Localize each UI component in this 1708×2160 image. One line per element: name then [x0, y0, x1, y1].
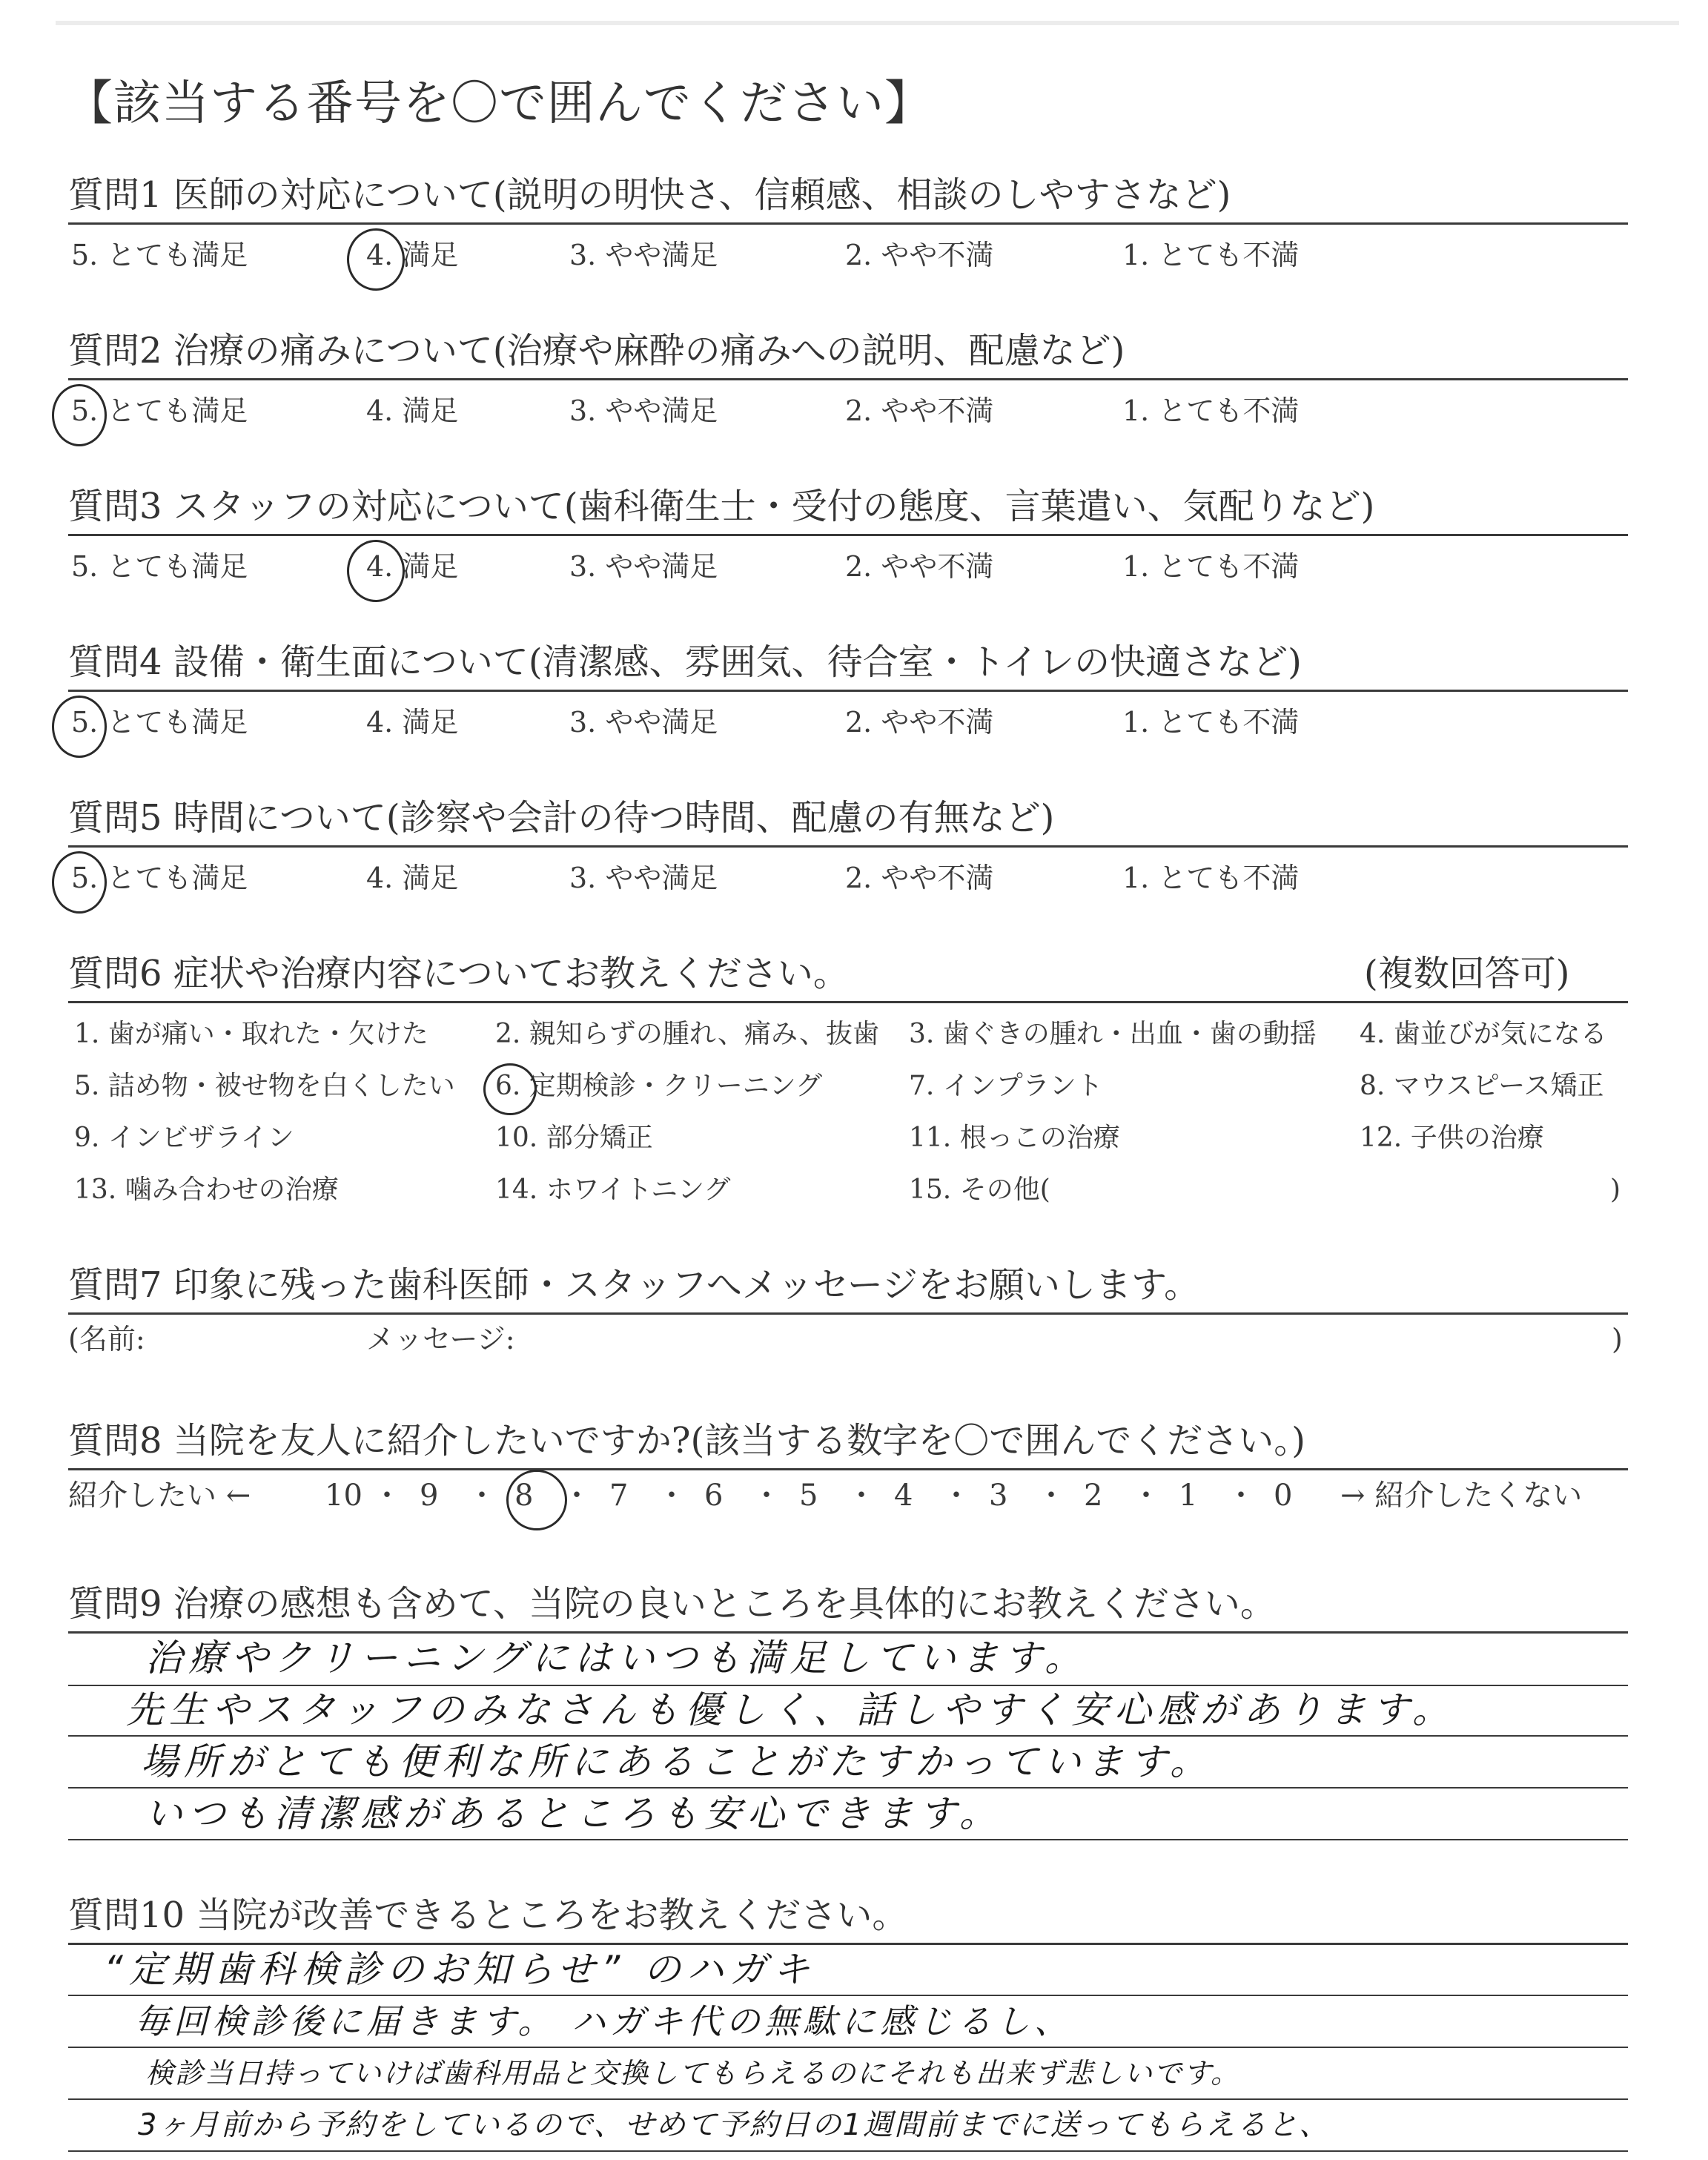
q8-right-label: → 紹介したくない: [1340, 1479, 1583, 1513]
q8-scale-separator: ・: [752, 1479, 781, 1513]
q6-item-14[interactable]: 14. ホワイトニング: [495, 1175, 731, 1205]
q6-item-13[interactable]: 13. 噛み合わせの治療: [74, 1175, 339, 1205]
q4-title: 質問4 設備・衛生面について(清潔感、雰囲気、待合室・トイレの快適さなど): [68, 641, 1302, 683]
q1-option-2[interactable]: 2. やや不満: [845, 239, 994, 271]
q6-item-15[interactable]: 15. その他(: [909, 1175, 1050, 1205]
q3-rule: [68, 534, 1628, 536]
q8-scale-separator: ・: [847, 1479, 876, 1513]
q9-line-rule-1: [68, 1685, 1628, 1686]
q6-note: (複数回答可): [1364, 953, 1570, 994]
q8-left-label: 紹介したい ←: [68, 1479, 251, 1513]
q2-selection-circle: [52, 384, 107, 446]
q3-option-1[interactable]: 1. とても不満: [1122, 550, 1300, 583]
q1-selection-circle: [347, 228, 405, 291]
q4-selection-circle: [52, 696, 107, 758]
q9-line-rule-4: [68, 1839, 1628, 1840]
q1-option-3[interactable]: 3. やや満足: [569, 239, 718, 271]
q10-answer-line-4: 3ヶ月前から予約をしているので、せめて予約日の1週間前までに送ってもらえると、: [138, 2108, 1331, 2142]
q8-scale-value-7[interactable]: 7: [609, 1479, 629, 1513]
q2-option-1[interactable]: 1. とても不満: [1122, 394, 1300, 427]
q8-scale-value-9[interactable]: 9: [420, 1479, 439, 1513]
q9-rule: [68, 1631, 1628, 1634]
q5-rule: [68, 845, 1628, 848]
q3-option-2[interactable]: 2. やや不満: [845, 550, 994, 583]
q6-item-9[interactable]: 9. インビザライン: [74, 1123, 294, 1153]
q2-option-3[interactable]: 3. やや満足: [569, 394, 718, 427]
q6-item-15-close: ): [1610, 1175, 1621, 1205]
q2-rule: [68, 378, 1628, 380]
q8-scale-value-8[interactable]: 8: [514, 1479, 534, 1513]
q3-option-5[interactable]: 5. とても満足: [71, 550, 248, 583]
q3-option-3[interactable]: 3. やや満足: [569, 550, 718, 583]
q4-option-3[interactable]: 3. やや満足: [569, 706, 718, 739]
q5-option-4[interactable]: 4. 満足: [366, 862, 459, 894]
q8-rule: [68, 1468, 1628, 1470]
q8-title: 質問8 当院を友人に紹介したいですか?(該当する数字を〇で囲んでください。): [68, 1420, 1305, 1462]
q8-scale-value-1[interactable]: 1: [1179, 1479, 1198, 1513]
q8-scale-value-5[interactable]: 5: [799, 1479, 818, 1513]
q1-option-5[interactable]: 5. とても満足: [71, 239, 248, 271]
scan-top-edge: [56, 21, 1679, 25]
q1-option-1[interactable]: 1. とても不満: [1122, 239, 1300, 271]
q8-scale-value-4[interactable]: 4: [894, 1479, 913, 1513]
q9-line-rule-2: [68, 1735, 1628, 1737]
q6-item-11[interactable]: 11. 根っこの治療: [909, 1123, 1120, 1153]
q8-scale-value-10[interactable]: 10: [325, 1479, 363, 1513]
q5-option-1[interactable]: 1. とても不満: [1122, 862, 1300, 894]
q8-scale-separator: ・: [372, 1479, 402, 1513]
q9-answer-line-2: 先生やスタッフのみなさんも優しく、話しやすく安心感があります。: [126, 1688, 1455, 1731]
q8-scale-value-0[interactable]: 0: [1274, 1479, 1293, 1513]
q10-rule: [68, 1943, 1628, 1945]
page-header: 【該当する番号を〇で囲んでください】: [65, 76, 933, 131]
q8-scale-separator: ・: [1131, 1479, 1161, 1513]
q8-scale-separator: ・: [941, 1479, 971, 1513]
q4-option-2[interactable]: 2. やや不満: [845, 706, 994, 739]
q1-title: 質問1 医師の対応について(説明の明快さ、信頼感、相談のしやすさなど): [68, 174, 1231, 216]
q7-close-paren: ): [1612, 1323, 1623, 1355]
q10-line-rule-3: [68, 2098, 1628, 2100]
q10-title: 質問10 当院が改善できるところをお教えください。: [68, 1895, 908, 1936]
q6-item-2[interactable]: 2. 親知らずの腫れ、痛み、抜歯: [495, 1019, 880, 1049]
q4-option-1[interactable]: 1. とても不満: [1122, 706, 1300, 739]
q9-answer-line-4: いつも清潔感があるところも安心できます。: [145, 1792, 1002, 1835]
q8-scale-separator: ・: [657, 1479, 686, 1513]
q8-scale-separator: ・: [1226, 1479, 1256, 1513]
q3-option-4[interactable]: 4. 満足: [366, 550, 459, 583]
q8-scale-separator: ・: [562, 1479, 592, 1513]
q8-scale-value-2[interactable]: 2: [1084, 1479, 1103, 1513]
q6-item-5[interactable]: 5. 詰め物・被せ物を白くしたい: [74, 1071, 455, 1101]
q3-title: 質問3 スタッフの対応について(歯科衛生士・受付の態度、言葉遣い、気配りなど): [68, 486, 1375, 527]
q6-item-7[interactable]: 7. インプラント: [909, 1071, 1103, 1101]
q2-option-5[interactable]: 5. とても満足: [71, 394, 248, 427]
q6-item-1[interactable]: 1. 歯が痛い・取れた・欠けた: [74, 1019, 428, 1049]
q9-line-rule-3: [68, 1787, 1628, 1789]
q6-item-6[interactable]: 6. 定期検診・クリーニング: [495, 1071, 823, 1101]
q2-title: 質問2 治療の痛みについて(治療や麻酔の痛みへの説明、配慮など): [68, 330, 1125, 371]
q4-option-5[interactable]: 5. とても満足: [71, 706, 248, 739]
q6-item-10[interactable]: 10. 部分矯正: [495, 1123, 653, 1153]
q7-name-label: (名前:: [68, 1323, 145, 1355]
q6-item-3[interactable]: 3. 歯ぐきの腫れ・出血・歯の動揺: [909, 1019, 1317, 1049]
q1-rule: [68, 222, 1628, 225]
q8-scale-value-3[interactable]: 3: [989, 1479, 1008, 1513]
q7-title: 質問7 印象に残った歯科医師・スタッフへメッセージをお願いします。: [68, 1264, 1200, 1306]
q8-scale-value-6[interactable]: 6: [704, 1479, 724, 1513]
q6-item-8[interactable]: 8. マウスピース矯正: [1360, 1071, 1604, 1101]
q6-item-12[interactable]: 12. 子供の治療: [1360, 1123, 1544, 1153]
q1-option-4[interactable]: 4. 満足: [366, 239, 459, 271]
q9-title: 質問9 治療の感想も含めて、当院の良いところを具体的にお教えください。: [68, 1583, 1276, 1625]
q6-title: 質問6 症状や治療内容についてお教えください。: [68, 953, 849, 994]
q10-line-rule-1: [68, 1995, 1628, 1996]
q5-selection-circle: [52, 851, 107, 914]
q6-selection-circle: [483, 1063, 537, 1115]
q4-option-4[interactable]: 4. 満足: [366, 706, 459, 739]
q10-answer-line-2: 毎回検診後に届きます。 ハガキ代の無駄に感じるし、: [135, 2001, 1073, 2041]
q5-option-5[interactable]: 5. とても満足: [71, 862, 248, 894]
q7-rule: [68, 1312, 1628, 1315]
q5-option-3[interactable]: 3. やや満足: [569, 862, 718, 894]
q2-option-4[interactable]: 4. 満足: [366, 394, 459, 427]
q6-item-4[interactable]: 4. 歯並びが気になる: [1360, 1019, 1607, 1049]
q10-answer-line-3: 検診当日持っていけば歯科用品と交換してもらえるのにそれも出来ず悲しいです。: [145, 2057, 1240, 2090]
q9-answer-line-3: 場所がとても便利な所にあることがたすかっています。: [141, 1740, 1213, 1783]
q10-line-rule-2: [68, 2047, 1628, 2048]
q8-scale-separator: ・: [1036, 1479, 1066, 1513]
q10-answer-line-1: “定期歯科検診のお知らせ” のハガキ: [104, 1948, 816, 1991]
q3-selection-circle: [347, 540, 405, 602]
q6-rule: [68, 1001, 1628, 1003]
q8-scale-separator: ・: [467, 1479, 497, 1513]
q10-line-rule-4: [68, 2150, 1628, 2152]
q5-title: 質問5 時間について(診察や会計の待つ時間、配慮の有無など): [68, 797, 1055, 839]
q4-rule: [68, 690, 1628, 692]
q2-option-2[interactable]: 2. やや不満: [845, 394, 994, 427]
q9-answer-line-1: 治療やクリーニングにはいつも満足しています。: [145, 1636, 1088, 1680]
q5-option-2[interactable]: 2. やや不満: [845, 862, 994, 894]
q7-message-label: メッセージ:: [366, 1323, 515, 1355]
